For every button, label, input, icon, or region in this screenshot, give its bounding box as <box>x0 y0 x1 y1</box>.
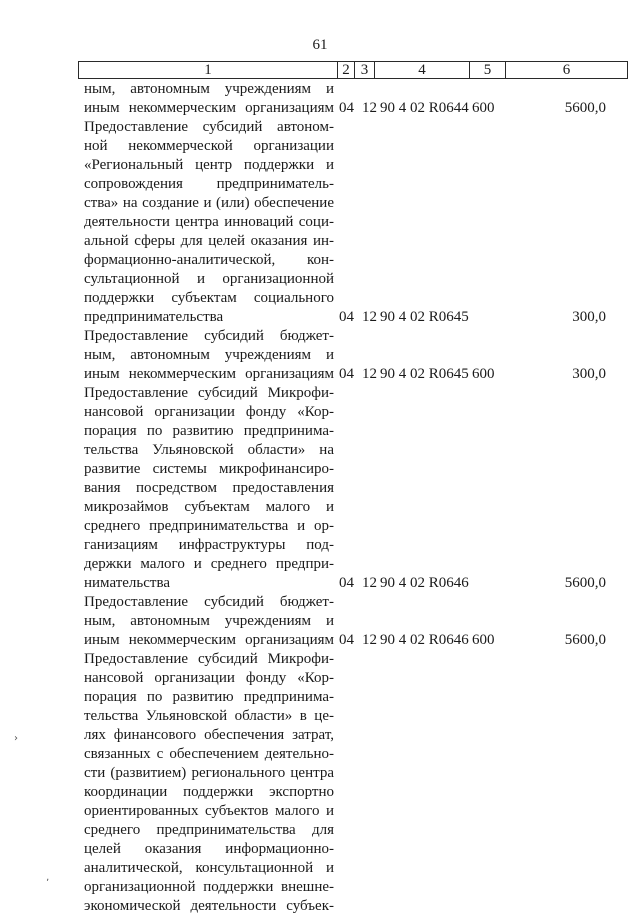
target-article-code: 90 4 02 R0645 <box>380 366 469 382</box>
description-line: порация по развитию предпринима- <box>84 689 334 705</box>
amount: 300,0 <box>572 366 606 382</box>
description-line: ства» на создание и (или) обеспечение <box>84 195 334 211</box>
section-code: 04 <box>339 100 354 116</box>
description-line: держки малого и среднего предпри- <box>84 556 334 572</box>
description-line: лях финансового обеспечения затрат, <box>84 727 334 743</box>
description-line: иным некоммерческим организациям <box>84 100 334 116</box>
description-line: деятельности центра инноваций соци- <box>84 214 334 230</box>
subsection-code: 12 <box>362 575 377 591</box>
section-code: 04 <box>339 632 354 648</box>
description-line: порация по развитию предпринима- <box>84 423 334 439</box>
amount: 300,0 <box>572 309 606 325</box>
description-line: экономической деятельности субъек- <box>84 898 334 914</box>
target-article-code: 90 4 02 R0645 <box>380 309 469 325</box>
description-line: ным, автономным учреждениям и <box>84 347 334 363</box>
header-col-2: 2 <box>338 62 355 78</box>
expense-type-code: 600 <box>472 632 495 648</box>
description-line: целей оказания информационно- <box>84 841 334 857</box>
description-line: сультационной и организационной <box>84 271 334 287</box>
description-line: «Региональный центр поддержки и <box>84 157 334 173</box>
scan-mark: › <box>14 733 18 744</box>
description-line: ганизациям инфраструктуры под- <box>84 537 334 553</box>
description-line: Предоставление субсидий бюджет- <box>84 594 334 610</box>
description-line: ным, автономным учреждениям и <box>84 81 334 97</box>
code-row <box>0 99 640 118</box>
amount: 5600,0 <box>564 100 606 116</box>
code-row <box>0 308 640 327</box>
description-line: Предоставление субсидий Микрофи- <box>84 651 334 667</box>
target-article-code: 90 4 02 R0646 <box>380 575 469 591</box>
amount: 5600,0 <box>564 575 606 591</box>
description-line: среднего предпринимательства для <box>84 822 334 838</box>
description-line: Предоставление субсидий Микрофи- <box>84 385 334 401</box>
section-code: 04 <box>339 309 354 325</box>
code-row <box>0 631 640 650</box>
description-line: вания посредством предоставления <box>84 480 334 496</box>
header-col-1: 1 <box>79 62 338 78</box>
description-line: связанных с обеспечением деятельно- <box>84 746 334 762</box>
description-line: сти (развитием) регионального центра <box>84 765 334 781</box>
subsection-code: 12 <box>362 632 377 648</box>
subsection-code: 12 <box>362 309 377 325</box>
description-line: тельства Ульяновской области» в це- <box>84 708 334 724</box>
header-col-4: 4 <box>375 62 470 78</box>
description-line: нимательства <box>84 575 171 591</box>
page-number: 61 <box>312 37 328 53</box>
description-line: поддержки субъектам социального <box>84 290 334 306</box>
description-line: нансовой организации фонду «Кор- <box>84 404 334 420</box>
subsection-code: 12 <box>362 100 377 116</box>
expense-type-code: 600 <box>472 100 495 116</box>
description-line: ным, автономным учреждениям и <box>84 613 334 629</box>
description-line: нансовой организации фонду «Кор- <box>84 670 334 686</box>
description-column <box>84 80 334 916</box>
description-line: организационной поддержки внешне- <box>84 879 334 895</box>
description-line: тельства Ульяновской области» на <box>84 442 334 458</box>
header-col-5: 5 <box>470 62 506 78</box>
table-header-row <box>78 61 628 79</box>
description-line: микрозаймов субъектам малого и <box>84 499 334 515</box>
description-line: иным некоммерческим организациям <box>84 632 334 648</box>
expense-type-code: 600 <box>472 366 495 382</box>
description-line: Предоставление субсидий бюджет- <box>84 328 334 344</box>
description-line: координации поддержки экспортно <box>84 784 334 800</box>
description-line: аналитической, консультационной и <box>84 860 334 876</box>
target-article-code: 90 4 02 R0644 <box>380 100 469 116</box>
code-row <box>0 574 640 593</box>
section-code: 04 <box>339 575 354 591</box>
description-line: Предоставление субсидий автоном- <box>84 119 334 135</box>
description-line: формационно-аналитической, кон- <box>84 252 334 268</box>
description-line: предпринимательства <box>84 309 224 325</box>
target-article-code: 90 4 02 R0646 <box>380 632 469 648</box>
description-line: альной сферы для целей оказания ин- <box>84 233 334 249</box>
description-line: ориентированных субъектов малого и <box>84 803 334 819</box>
header-col-3: 3 <box>355 62 375 78</box>
amount: 5600,0 <box>564 632 606 648</box>
scan-mark: ʼ <box>46 878 50 889</box>
section-code: 04 <box>339 366 354 382</box>
header-col-6: 6 <box>562 62 571 78</box>
description-line: сопровождения предприниматель- <box>84 176 334 192</box>
description-line: ной некоммерческой организации <box>84 138 334 154</box>
code-row <box>0 365 640 384</box>
subsection-code: 12 <box>362 366 377 382</box>
description-line: среднего предпринимательства и ор- <box>84 518 334 534</box>
description-line: иным некоммерческим организациям <box>84 366 334 382</box>
description-line: развитие системы микрофинансиро- <box>84 461 334 477</box>
